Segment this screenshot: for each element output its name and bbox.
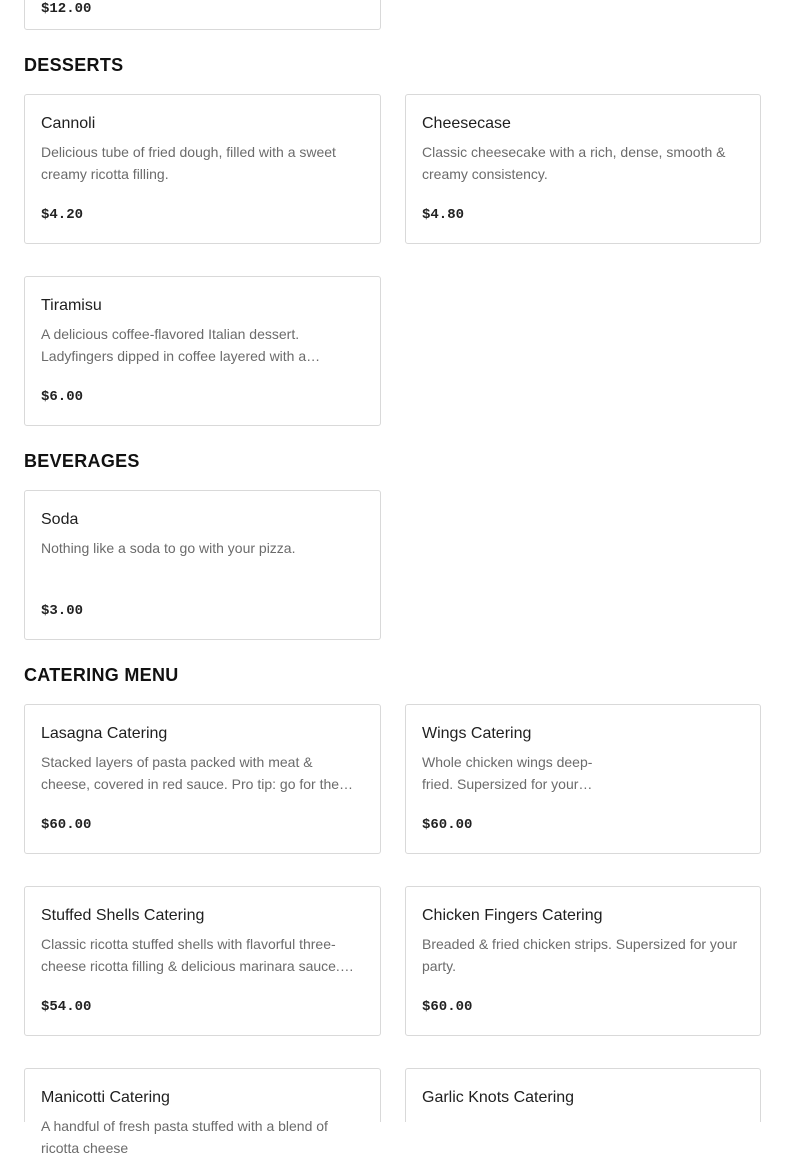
item-description: Classic ricotta stuffed shells with flavorful three-cheese ricotta filling & delicious marinara sauce.… (41, 936, 354, 974)
menu-item-cheesecake[interactable] (405, 94, 761, 244)
item-name: Lasagna Catering (41, 725, 168, 742)
item-price: $4.20 (41, 207, 84, 223)
menu-item-card[interactable] (24, 0, 381, 30)
menu-item-chicken-fingers-catering[interactable] (405, 886, 761, 1036)
menu-item-tiramisu[interactable] (24, 276, 381, 426)
menu-item-soda[interactable] (24, 490, 381, 640)
menu-item-lasagna-catering[interactable] (24, 704, 381, 854)
item-description: A handful of fresh pasta stuffed with a blend of ricotta cheese (41, 1118, 328, 1156)
section-title-catering: CATERING MENU (24, 665, 179, 685)
item-name: Tiramisu (41, 297, 102, 314)
item-name: Cheesecase (422, 115, 511, 132)
section-title-desserts: DESSERTS (24, 55, 124, 75)
item-price: $54.00 (41, 999, 92, 1015)
item-name: Manicotti Catering (41, 1089, 170, 1106)
item-description: Delicious tube of fried dough, filled with a sweet creamy ricotta filling. (41, 144, 336, 182)
item-name: Stuffed Shells Catering (41, 907, 205, 924)
item-name: Chicken Fingers Catering (422, 907, 603, 924)
menu-item-stuffed-shells-catering[interactable] (24, 886, 381, 1036)
menu-item-cannoli[interactable] (24, 94, 381, 244)
item-name: Wings Catering (422, 725, 532, 742)
item-price: $60.00 (422, 817, 473, 833)
item-description: A delicious coffee-flavored Italian dessert. Ladyfingers dipped in coffee layered with a… (41, 326, 321, 364)
item-price: $4.80 (422, 207, 465, 223)
item-description: Whole chicken wings deep-fried. Supersized for your… (422, 754, 593, 792)
item-description: Breaded & fried chicken strips. Supersized for your party. (422, 936, 738, 974)
menu-item-wings-catering[interactable] (405, 704, 761, 854)
item-price: $6.00 (41, 389, 84, 405)
menu-item-manicotti-catering[interactable] (24, 1068, 381, 1156)
item-description: Classic cheesecake with a rich, dense, smooth & creamy consistency. (422, 144, 726, 182)
section-title-beverages: BEVERAGES (24, 451, 140, 471)
item-description: Nothing like a soda to go with your pizza. (41, 540, 296, 556)
item-description: Stacked layers of pasta packed with meat & cheese, covered in red sauce. Pro tip: go for the… (41, 754, 354, 792)
menu-item-garlic-knots-catering[interactable] (405, 1068, 761, 1122)
item-price: $3.00 (41, 603, 84, 619)
item-name: Garlic Knots Catering (422, 1089, 575, 1106)
item-price: $60.00 (41, 817, 92, 833)
item-price: $12.00 (41, 1, 92, 17)
item-price: $60.00 (422, 999, 473, 1015)
item-name: Soda (41, 511, 79, 528)
item-name: Cannoli (41, 115, 96, 132)
